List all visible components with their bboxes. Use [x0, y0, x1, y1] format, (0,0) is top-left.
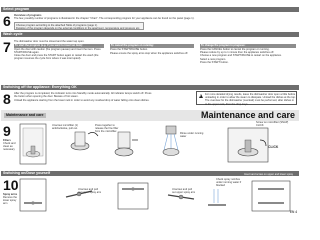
col2-line-1: Press the START/PAUSE button. [110, 48, 148, 51]
filter-panel-1 [20, 124, 46, 164]
warning-text: For more detailed drying results, leave the dishwasher door open a little before unloading in order to allow the steam to dissipate. Unload the dishes at the top. The overview for the dishwasher (overleaf) must be performed, after dishes in to the upper rack, then the drop trays. [205, 93, 296, 106]
col3-line-1: Press the CANCEL button to cancel the program on running. [200, 48, 270, 51]
step-number-9: 9 [3, 123, 11, 139]
spray-arms-title: Spray arms [3, 193, 18, 196]
overview-text: The few, possibly number of programs is illustrated in the chapter "Chart". The corresponding program for your appliance can be found on the panel (page 1). [14, 17, 195, 20]
filter-panel-5 [228, 128, 268, 162]
spray-arms-illustration [18, 177, 296, 213]
maintenance-title: Maintenance and care [200, 110, 295, 120]
spray-panel-3 [118, 183, 148, 209]
col3-line-2: Please reduce by up to 1 minute then the appliance switches off. [200, 51, 275, 55]
select-program-bar: Select program [1, 7, 299, 12]
spray-panel-4 [168, 195, 194, 199]
filter-callout-1: Unscrew microfilter (1) anticlockwise, pull out. [52, 124, 78, 131]
step-number-7: 7 [3, 39, 11, 55]
filter-callout-2: Press together to release the fine filter from the microfilter. [95, 124, 119, 134]
col1-line-2: Close the door and press the START button again to restart the wash (the program resumes the cycle from where it was interrupted). [14, 54, 99, 61]
step-number-6: 6 [3, 13, 11, 29]
filter-panel-2 [71, 132, 98, 150]
filter-panel-4 [163, 126, 179, 156]
wash-cycle-bar: Wash cycle [1, 32, 299, 37]
col3-line-4: Select a new program. [200, 57, 226, 61]
step-number-8: 8 [3, 91, 11, 107]
col2-line-2: Please ensure the spray arms stop when the appliance switches off. [110, 51, 189, 55]
choose-line-2: Duration of the program depends on the external conditions in the apartment, temperature and pressure etc. [16, 26, 140, 30]
choose-line-1: Choose program according to the attached Table of programs (page 1). [16, 23, 98, 27]
overview-title: Overview of programs [14, 14, 42, 17]
col1-line-1: Open the door with caution (the program pauses) and insert the item. Press START/PAUSE again. [14, 48, 101, 55]
filters-text: Check and clean as necessary [3, 142, 16, 152]
col1-title: To start the program (e.g. if you want to insert an item): [14, 44, 104, 48]
spray-callout-4: Insert and screw on upper and lower spray arms [244, 173, 294, 180]
col2-title: To cancel the program on running: [110, 44, 194, 48]
spray-panel-6 [252, 181, 290, 211]
switching-off-text-2: Unload the appliance starting from the lower rack in order to avoid any residual drop of water falling onto clean dishes. [14, 99, 150, 102]
step-number-10: 10 [3, 177, 19, 193]
cleaning-bar: Switching on/Dose yourself [1, 171, 299, 176]
col3-title: To change the program in progress: [200, 44, 296, 48]
click-label: CLICK [268, 145, 279, 149]
page-number: EN 4 [289, 210, 297, 214]
switching-off-text: After the program is completed, the indicator turns into Standby mode automatically. All indicator lamps switch off. Press the button when opening the door. Beware of hot steam. [14, 92, 152, 99]
filter-panel-3 [115, 132, 138, 156]
spray-callout-3: Check spray nozzles under running water if blocked [216, 178, 242, 188]
warning-box [196, 91, 297, 105]
warning-icon [199, 94, 203, 98]
spray-panel-1 [20, 179, 46, 211]
maintenance-label-left: Maintenance and care [6, 113, 44, 117]
filter-callout-4: Screw on microfilter (SNAP) CLICK [256, 121, 289, 128]
spray-callout-1: Unscrew and pull out upper spray arm [78, 188, 102, 195]
choose-program-box [14, 22, 144, 30]
wash-intro: The dishwasher door must be closed and the water tap open. [14, 40, 85, 43]
col3-line-3: Choose a new program and START/PAUSE to restart on the appliance. [200, 54, 282, 58]
spray-arms-text: Remove the lower spray arm [3, 196, 17, 206]
filter-callout-3: Rinse under running water [180, 132, 204, 139]
spray-callout-2: Unscrew and pull out upper spray arm [172, 188, 196, 195]
spray-panel-5 [208, 189, 226, 205]
switching-off-bar: Switching off the appliance: Everything OK [1, 85, 299, 90]
col3-line-5: Press the START button. [200, 60, 229, 64]
filters-title: Filters [3, 139, 11, 142]
